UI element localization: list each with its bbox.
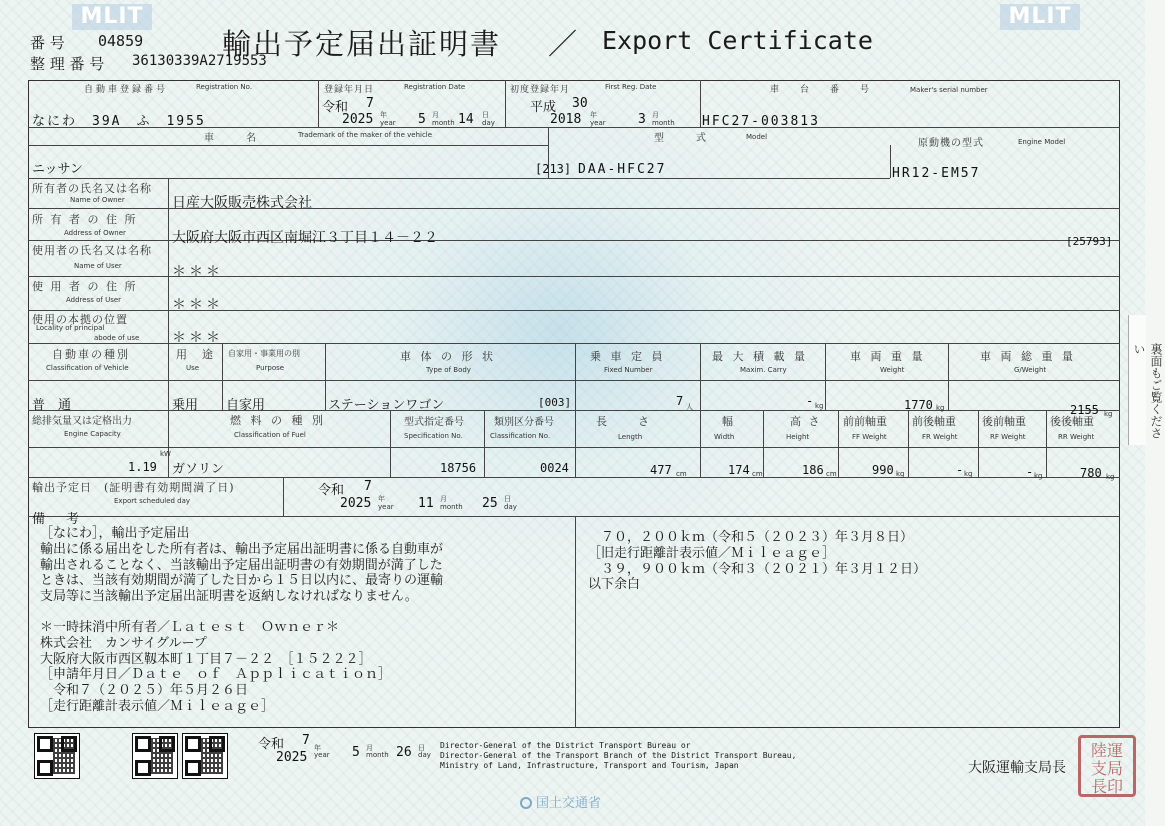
export-month-unit: 月 <box>440 495 447 503</box>
user-name: ＊＊＊ <box>172 264 223 280</box>
first-reg-label: 初度登録年月 <box>510 85 571 95</box>
rr-weight: 780 <box>1080 466 1102 480</box>
reg-year-unit-en: year <box>380 119 396 127</box>
owner-address-label: 所 有 者 の 住 所 <box>32 213 138 226</box>
base-location: ＊＊＊ <box>172 330 223 346</box>
owner-address-code: [25793] <box>1066 235 1113 248</box>
first-month-unit-en: month <box>652 119 675 127</box>
length-unit: cm <box>676 470 687 478</box>
gross-weight-unit: kg <box>1104 410 1113 418</box>
mlit-logo-right: MLIT <box>1000 4 1080 30</box>
remarks-line: ［申請年月日／Ｄａｔｅ ｏｆ Ａｐｐｌｉｃａｔｉｏｎ］ <box>40 667 392 683</box>
fuel-type: ガソリン <box>172 462 225 477</box>
first-reg-label-en: First Reg. Date <box>605 83 657 91</box>
reg-day-unit-en: day <box>482 119 495 127</box>
first-era: 平成 <box>530 100 557 115</box>
reg-no-label-en: Registration No. <box>196 83 253 91</box>
ref-number-label: 整 理 番 号 <box>30 55 105 73</box>
issue-day-unit: 日 <box>418 744 425 752</box>
fuel-label-en: Classification of Fuel <box>234 431 306 439</box>
user-address-label-en: Address of User <box>66 296 122 304</box>
capacity: 7 <box>676 394 684 408</box>
remarks-line: ７０，２００ｋｍ（令和５（２０２３）年３月８日） <box>588 530 914 545</box>
export-date-label-en: Export scheduled day <box>114 497 191 505</box>
remarks-line <box>40 605 443 620</box>
body-label-en: Type of Body <box>426 366 471 374</box>
remarks-line: 以下余白 <box>588 577 641 593</box>
owner-name-label: 所有者の氏名又は名称 <box>32 182 152 195</box>
vehicle-weight-unit: kg <box>936 404 945 412</box>
first-year-unit: 年 <box>590 111 597 119</box>
title-jp: 輸出予定届出証明書 <box>222 27 502 61</box>
make-label: 車 名 <box>204 133 260 144</box>
first-year: 2018 <box>550 112 582 127</box>
vehicle-class: 普 通 <box>32 398 72 413</box>
serial-label: 車 台 番 号 <box>770 85 876 95</box>
model-label: 型 式 <box>654 133 710 144</box>
title-en: Export Certificate <box>602 26 873 55</box>
height-label: 高 さ <box>790 415 822 428</box>
weight-label-en: Weight <box>880 366 905 374</box>
reg-day: 14 <box>458 112 474 127</box>
remarks-line: ときは、当該有効期間が満了した日から１５日以内に、最寄りの運輸 <box>40 573 444 589</box>
purpose: 自家用 <box>226 398 266 413</box>
issuer-jp: 大阪運輸支局長 <box>968 760 1066 776</box>
height-unit: cm <box>826 470 837 478</box>
model-code: [213] <box>535 162 572 176</box>
issue-month-unit-en: month <box>366 751 389 759</box>
capacity-label-en: Fixed Number <box>604 366 653 374</box>
doc-number-label: 番 号 <box>30 34 65 52</box>
side-note-text: 裏面もご覧ください <box>1132 343 1163 439</box>
seal-text: 陸運支局長印 <box>1090 741 1123 796</box>
export-date-label: 輸出予定日 (証明書有効期間満了日) <box>32 481 235 494</box>
class-label-en: Classification of Vehicle <box>46 364 129 372</box>
fr-weight-label-en: FR Weight <box>922 433 958 441</box>
user-name-label-en: Name of User <box>74 262 122 270</box>
weight-label: 車 両 重 量 <box>850 350 926 363</box>
cls-no-label: 類別区分番号 <box>494 417 554 428</box>
gross-weight-label-en: G/Weight <box>1014 366 1047 374</box>
issuer-en-line: Director-General of the District Transport Bureau or <box>440 741 691 750</box>
mlit-logo-left: MLIT <box>72 4 152 30</box>
remarks-line: 輸出されることなく、当該輸出予定届出証明書の有効期間が満了した <box>40 557 443 573</box>
user-name-label: 使用者の氏名又は名称 <box>32 244 152 257</box>
ministry-logo <box>520 792 601 811</box>
issuer-en <box>440 741 796 771</box>
reg-no: なにわ 39A ふ 1955 <box>32 114 206 129</box>
height: 186 <box>802 463 824 477</box>
side-note <box>1128 315 1163 445</box>
spec-no-label-en: Specification No. <box>404 432 463 440</box>
cls-no-label-en: Classification No. <box>490 432 551 440</box>
export-day-unit: 日 <box>504 495 511 503</box>
reg-month-unit: 月 <box>432 111 439 119</box>
base-label: 使用の本拠の位置 <box>32 313 128 326</box>
issuer-en-line: Ministry of Land, Infrastructure, Transport and Tourism, Japan <box>440 761 739 770</box>
capacity-label: 乗 車 定 員 <box>590 350 666 363</box>
reg-day-unit: 日 <box>482 111 489 119</box>
reg-year-unit: 年 <box>380 111 387 119</box>
issue-era-year: 7 <box>302 733 310 748</box>
reg-month: 5 <box>418 112 426 127</box>
fuel-label: 燃 料 の 種 別 <box>230 414 326 427</box>
remarks-line: 支局等に当該輸出予定届出証明書を返納しなければなりません。 <box>40 589 418 605</box>
reg-no-label: 自動車登録番号 <box>84 85 169 95</box>
rf-weight-label: 後前軸重 <box>982 415 1026 428</box>
model: DAA-HFC27 <box>578 162 667 177</box>
export-month: 11 <box>418 496 434 511</box>
remarks-line: ＊一時抹消中所有者／Ｌａｔｅｓｔ Ｏｗｎｅｒ＊ <box>40 619 340 635</box>
make-label-en: Trademark of the maker of the vehicle <box>298 131 433 139</box>
make: ニッサン <box>32 162 83 177</box>
serial-label-en: Maker's serial number <box>910 86 988 94</box>
remarks-line: 輸出に係る届出をした所有者は、輸出予定届出証明書に係る自動車が <box>40 541 444 557</box>
fr-weight: - <box>956 463 964 477</box>
qr-code-icon <box>182 733 228 779</box>
class-label: 自動車の種別 <box>52 348 130 361</box>
spec-no-label: 型式指定番号 <box>404 417 464 428</box>
issue-month-unit: 月 <box>366 744 373 752</box>
rr-weight-label-en: RR Weight <box>1058 433 1095 441</box>
remarks-line: ［旧走行距離計表示値／Ｍｉｌｅａｇｅ］ <box>588 545 836 561</box>
use-label: 用 途 <box>176 348 215 361</box>
remarks-right <box>588 530 926 593</box>
body-code: [003] <box>538 396 572 409</box>
remarks-label: 備 考 <box>32 512 84 527</box>
reg-date-label-en: Registration Date <box>404 83 466 91</box>
body-type: ステーションワゴン <box>328 398 445 413</box>
rr-weight-label: 後後軸重 <box>1050 415 1094 428</box>
width-label-en: Width <box>714 433 735 441</box>
reg-year: 2025 <box>342 112 374 127</box>
rf-weight-unit: kg <box>1034 472 1043 480</box>
serial-number: HFC27-003813 <box>702 114 820 129</box>
capacity-unit: 人 <box>686 403 693 411</box>
remarks-line: 令和７（２０２５）年５月２６日 <box>40 683 249 699</box>
cls-no: 0024 <box>540 461 569 475</box>
official-seal <box>1078 735 1136 797</box>
reg-month-unit-en: month <box>432 119 455 127</box>
qr-code-icon <box>132 733 178 779</box>
export-day: 25 <box>482 496 498 511</box>
displacement-label-en: Engine Capacity <box>64 430 121 438</box>
width-label: 幅 <box>722 415 733 428</box>
displacement-unit: kW <box>160 450 171 458</box>
export-year: 2025 <box>340 496 372 511</box>
spec-no: 18756 <box>440 461 477 475</box>
remarks-line: ３９，９００ｋｍ（令和３（２０２１）年３月１２日） <box>588 561 927 577</box>
remarks-line: ［走行距離計表示値／Ｍｉｌｅａｇｅ］ <box>40 698 275 714</box>
remarks-line: 株式会社 カンサイグループ <box>40 635 207 651</box>
body-label: 車 体 の 形 状 <box>400 350 496 363</box>
vehicle-weight: 1770 <box>904 398 933 412</box>
issue-day: 26 <box>396 745 412 760</box>
engine-label-en: Engine Model <box>1018 138 1066 146</box>
qr-code-icon <box>34 733 80 779</box>
export-year-unit-en: year <box>378 503 394 511</box>
base-label-en-1: Locality of principal <box>36 324 105 332</box>
issue-year: 2025 <box>276 750 308 765</box>
reg-era-year: 7 <box>366 96 374 111</box>
first-month: 3 <box>638 112 646 127</box>
max-load-unit: kg <box>815 402 824 410</box>
height-label-en: Height <box>786 433 810 441</box>
owner-name: 日産大阪販売株式会社 <box>172 195 312 211</box>
displacement-label: 総排気量又は定格出力 <box>32 416 132 427</box>
use: 乗用 <box>172 398 199 413</box>
ref-number: 36130339A2719553 <box>132 53 267 69</box>
gross-weight-label: 車 両 総 重 量 <box>980 350 1076 363</box>
rr-weight-unit: kg <box>1106 473 1115 481</box>
ff-weight-label: 前前軸重 <box>843 415 887 428</box>
issue-day-unit-en: day <box>418 751 431 759</box>
first-month-unit: 月 <box>652 111 659 119</box>
max-load: - <box>806 394 814 408</box>
issue-era: 令和 <box>258 737 285 752</box>
ff-weight-label-en: FF Weight <box>852 433 887 441</box>
ministry-logo-icon <box>520 797 532 809</box>
issue-year-unit: 年 <box>314 744 321 752</box>
length-label-en: Length <box>618 433 643 441</box>
user-address: ＊＊＊ <box>172 297 223 313</box>
reg-date-label: 登録年月日 <box>324 85 375 95</box>
export-day-unit-en: day <box>504 503 517 511</box>
rf-weight-label-en: RF Weight <box>990 433 1026 441</box>
displacement: 1.19 <box>128 460 157 474</box>
remarks-left <box>40 526 443 715</box>
width: 174 <box>728 463 750 477</box>
remarks-line: ［なにわ］，輸出予定届出 <box>40 526 190 541</box>
ministry-logo-text: 国土交通省 <box>536 796 602 811</box>
title-separator: ／ <box>548 27 578 61</box>
owner-address: 大阪府大阪市西区南堀江３丁目１４－２２ <box>172 230 438 246</box>
width-unit: cm <box>752 470 763 478</box>
engine-model: HR12-EM57 <box>892 166 981 181</box>
fr-weight-label: 前後軸重 <box>912 415 956 428</box>
length-label: 長 さ <box>596 415 652 428</box>
model-label-en: Model <box>746 133 768 141</box>
load-label: 最 大 積 載 量 <box>712 350 808 363</box>
rf-weight: - <box>1026 465 1034 479</box>
length: 477 <box>650 463 672 477</box>
export-era: 令和 <box>318 483 345 498</box>
engine-label: 原動機の型式 <box>918 138 984 149</box>
load-label-en: Maxim. Carry <box>740 366 787 374</box>
owner-address-label-en: Address of Owner <box>64 229 126 237</box>
purpose-label: 自家用・事業用の別 <box>228 349 300 358</box>
gross-weight: 2155 <box>1070 403 1099 417</box>
first-era-year: 30 <box>572 96 588 111</box>
issue-year-unit-en: year <box>314 751 330 759</box>
owner-name-label-en: Name of Owner <box>70 196 125 204</box>
ff-weight-unit: kg <box>896 470 905 478</box>
ff-weight: 990 <box>872 463 894 477</box>
issue-month: 5 <box>352 745 360 760</box>
export-year-unit: 年 <box>378 495 385 503</box>
remarks-line: 大阪府大阪市西区靱本町１丁目７－２２ ［１５２２２］ <box>40 651 372 667</box>
export-month-unit-en: month <box>440 503 463 511</box>
export-era-year: 7 <box>364 479 372 494</box>
issuer-en-line: Director-General of the Transport Branch of the District Transport Bureau, <box>440 751 797 760</box>
reg-era: 令和 <box>322 100 349 115</box>
first-year-unit-en: year <box>590 119 606 127</box>
purpose-label-en: Purpose <box>256 364 285 372</box>
user-address-label: 使 用 者 の 住 所 <box>32 280 138 293</box>
fr-weight-unit: kg <box>964 470 973 478</box>
base-label-en-2: abode of use <box>94 334 140 342</box>
use-label-en: Use <box>186 364 200 372</box>
doc-number: 04859 <box>98 32 144 50</box>
